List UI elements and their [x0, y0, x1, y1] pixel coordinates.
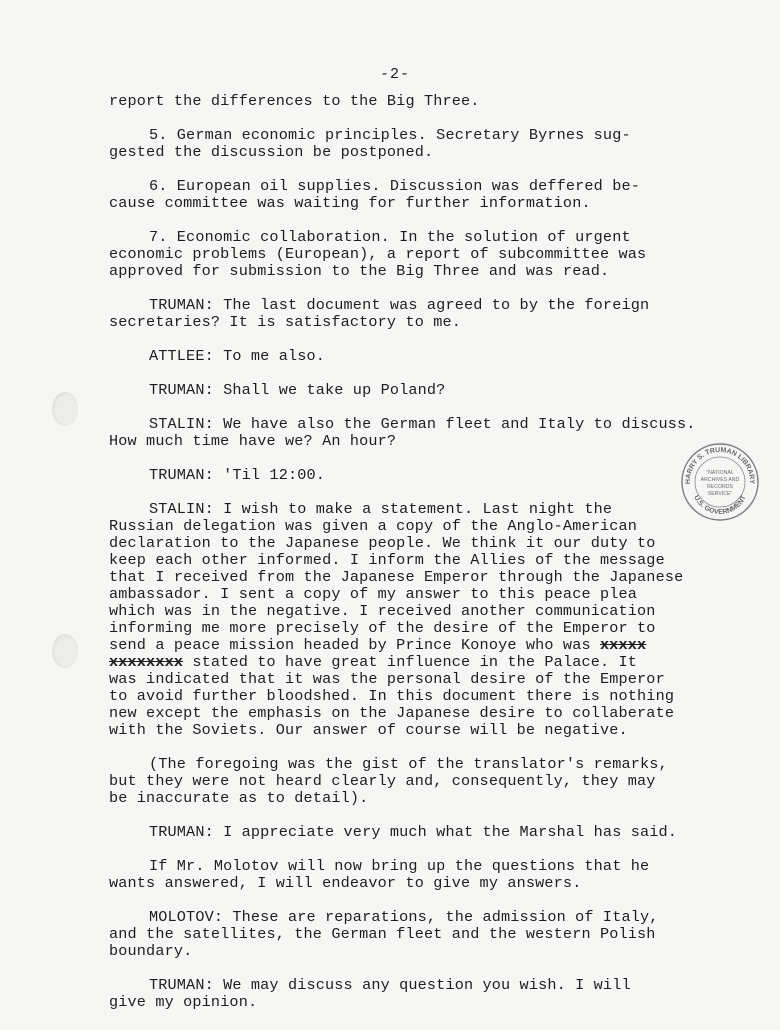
- paragraph-attlee: ATTLEE: To me also.: [149, 347, 326, 365]
- punch-hole-top: [52, 392, 78, 426]
- paragraph-translator-note: (The foregoing was the gist of the translator's remarks, but they were not heard clearly and, consequently, they may be inaccurate as to detail).: [109, 755, 668, 807]
- paragraph-molotov: MOLOTOV: These are reparations, the admission of Italy, and the satellites, the German fleet and the western Polish boundary.: [109, 908, 659, 960]
- paragraph-truman-3: TRUMAN: 'Til 12:00.: [149, 466, 326, 484]
- paragraph-stalin-1: STALIN: We have also the German fleet and Italy to discuss. How much time have we? An hour?: [109, 415, 696, 450]
- stamp-bottom-text: U.S. GOVERNMENT: [692, 494, 748, 517]
- paragraph-truman-5: If Mr. Molotov will now bring up the questions that he wants answered, I will endeavor to give my answers.: [109, 857, 650, 892]
- paragraph-item-7: 7. Economic collaboration. In the solution of urgent economic problems (European), a report of subcommittee was approved for submission to the Big Three and was read.: [109, 228, 647, 280]
- paragraph-truman-4: TRUMAN: I appreciate very much what the Marshal has said.: [149, 823, 678, 841]
- paragraph-truman-6: TRUMAN: We may discuss any question you wish. I will give my opinion.: [109, 976, 631, 1011]
- punch-hole-bottom: [52, 634, 78, 668]
- stamp-line: RECORDS: [707, 484, 733, 490]
- stamp-top-text: HARRY S. TRUMAN LIBRARY: [684, 446, 756, 485]
- stamp-line: ARCHIVES AND: [700, 477, 740, 483]
- document-body: [109, 93, 734, 1028]
- archive-stamp-seal: [680, 442, 760, 522]
- paragraph-continuation: report the differences to the Big Three.: [109, 92, 480, 110]
- paragraph-truman-1: TRUMAN: The last document was agreed to by the foreign secretaries? It is satisfactory to me.: [109, 296, 650, 331]
- struck-text: xxxxxxxx: [109, 653, 184, 671]
- paragraph-truman-2: TRUMAN: Shall we take up Poland?: [149, 381, 446, 399]
- stamp-line: "NATIONAL: [706, 470, 734, 476]
- paragraph-stalin-statement: STALIN: I wish to make a statement. Last night the Russian delegation was given a copy of the Anglo-American declaration to the Japanese people. We think it our duty to keep each other informed. I inform the Allies of the message that I received from the Japanese Emperor through the Japanese ambassador. I sent a copy of my answer to this peace plea which was in the negative. I received another communication informing me more precisely of the desire of the Emperor to send a peace mission headed by Prince Konoye who was xxxxx xxxxxxxx stated to have great influence in the Palace. It was indicated that it was the personal desire of the Emperor to avoid further bloodshed. In this document there is nothing new except the emphasis on the Japanese desire to collaberate with the Soviets. Our answer of course will be negative.: [109, 500, 684, 739]
- stamp-line: SERVICE": [707, 491, 733, 497]
- paragraph-item-6: 6. European oil supplies. Discussion was deffered be- cause committee was waiting for further information.: [109, 177, 640, 212]
- struck-text: xxxxx: [600, 636, 647, 654]
- paragraph-item-5: 5. German economic principles. Secretary Byrnes sug- gested the discussion be postponed.: [109, 126, 631, 161]
- page-number: -2-: [380, 66, 411, 83]
